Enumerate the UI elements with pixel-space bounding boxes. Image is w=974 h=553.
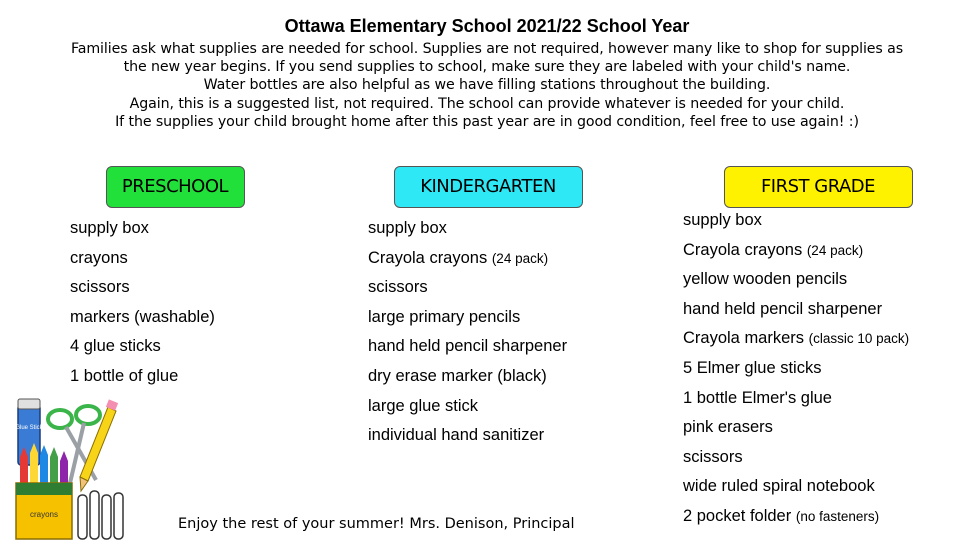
item-text: large primary pencils — [368, 307, 521, 326]
intro-line: Water bottles are also helpful as we have filling stations throughout the building. — [203, 77, 771, 94]
intro-line: the new year begins. If you send supplies to school, make sure they are labeled with your child's name. — [123, 59, 851, 76]
item-text: supply box — [368, 219, 447, 237]
footer-signoff: Enjoy the rest of your summer! Mrs. Denison, Principal — [178, 516, 575, 532]
item-text: scissors — [368, 278, 428, 297]
item-text: supply box — [683, 211, 762, 229]
marker-icons — [78, 491, 123, 539]
list-item — [368, 303, 608, 333]
item-text: yellow wooden pencils — [683, 270, 848, 289]
list-item — [368, 332, 608, 362]
intro-line: If the supplies your child brought home after this past year are in good condition, feel free to use again! :) — [115, 113, 859, 130]
list-item — [368, 244, 608, 274]
item-text: hand held pencil sharpener — [368, 337, 568, 356]
list-item: crayons — [70, 248, 128, 267]
list-item — [368, 421, 608, 451]
item-note: (24 pack) — [491, 250, 549, 266]
crayon-box-icon — [16, 483, 72, 539]
item-text: 1 bottle Elmer's glue — [683, 388, 832, 407]
item-text: individual hand sanitizer — [368, 426, 545, 445]
list-item — [683, 384, 953, 414]
kindergarten-supply-list — [368, 214, 608, 451]
kindergarten-header: KINDERGARTEN — [394, 166, 583, 208]
list-item: 4 glue sticks — [70, 337, 161, 356]
list-item: markers (washable) — [70, 307, 215, 326]
school-supplies-clipart-icon — [8, 395, 138, 545]
item-text: Crayola markers — [683, 329, 805, 348]
list-item — [683, 295, 953, 325]
list-item: 1 bottle of glue — [70, 366, 179, 385]
intro-paragraph — [0, 40, 974, 131]
item-text: large glue stick — [368, 396, 479, 415]
list-item — [683, 443, 953, 473]
item-text: dry erase marker (black) — [368, 366, 547, 385]
first-grade-header: FIRST GRADE — [724, 166, 913, 208]
list-item — [368, 214, 608, 244]
list-item — [683, 354, 953, 384]
item-text: Crayola crayons — [368, 248, 488, 267]
list-item — [683, 472, 953, 502]
item-text: pink erasers — [683, 418, 773, 437]
preschool-header-wrap — [70, 166, 280, 208]
glue-stick-label: Glue Stick — [15, 425, 43, 431]
intro-line: Again, this is a suggested list, not required. The school can provide whatever is needed for your child. — [129, 95, 845, 112]
intro-line: Families ask what supplies are needed for school. Supplies are not required, however many like to shop for supplies as — [70, 41, 904, 57]
list-item — [368, 392, 608, 422]
glue-stick-icon — [15, 399, 43, 465]
list-item — [683, 265, 953, 295]
item-note: (24 pack) — [806, 242, 864, 258]
item-note: (no fasteners) — [795, 508, 880, 524]
preschool-header: PRESCHOOL — [106, 166, 245, 208]
first-grade-header-wrap — [683, 166, 953, 208]
kindergarten-header-wrap — [368, 166, 608, 208]
list-item — [683, 413, 953, 443]
item-note: (classic 10 pack) — [808, 331, 910, 347]
list-item — [368, 273, 608, 303]
item-text: Crayola crayons — [683, 240, 803, 259]
first-grade-supply-list — [683, 206, 953, 532]
item-text: wide ruled spiral notebook — [683, 477, 875, 496]
list-item — [683, 236, 953, 266]
list-item — [683, 206, 953, 236]
list-item — [683, 502, 953, 532]
page-title: Ottawa Elementary School 2021/22 School Year — [284, 16, 690, 36]
crayon-box-label: crayons — [29, 510, 59, 519]
list-item — [368, 362, 608, 392]
item-text: 5 Elmer glue sticks — [683, 358, 822, 377]
list-item: supply box — [70, 219, 149, 237]
list-item: scissors — [70, 278, 130, 297]
item-text: scissors — [683, 447, 743, 466]
item-text: 2 pocket folder — [683, 506, 792, 525]
item-text: hand held pencil sharpener — [683, 299, 883, 318]
list-item — [683, 324, 953, 354]
preschool-supply-list — [70, 214, 280, 392]
